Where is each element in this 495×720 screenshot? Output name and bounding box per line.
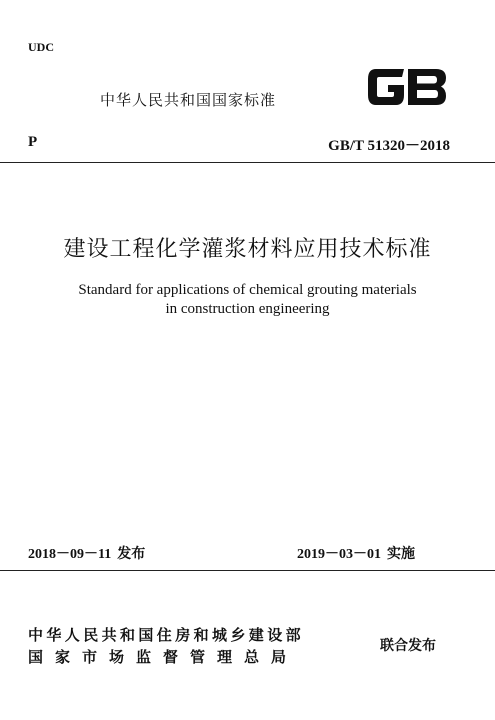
issue-label: 发布 [117,546,146,562]
issue-date: 2018－09－11 [28,547,112,562]
top-divider [0,162,495,163]
title-english-line2: in construction engineering [165,301,330,317]
title-chinese: 建设工程化学灌浆材料应用技术标准 [63,237,432,262]
implementation-date: 2019－03－01 [297,547,381,562]
joint-issue-label: 联合发布 [380,638,436,654]
gb-logo [366,61,448,113]
classification-code: P [28,134,38,150]
issue-date-block [28,543,145,563]
bottom-divider [0,570,495,571]
issuer-ministry: 中华人民共和国住房和城乡建设部 [28,626,305,644]
title-english-line1: Standard for applications of chemical grouting materials [78,282,417,298]
udc-label: UDC [28,40,54,54]
title-english [0,281,495,319]
national-standard-heading: 中华人民共和国国家标准 [100,91,277,109]
standard-number: GB/T 51320－2018 [328,138,450,154]
implementation-date-block [297,543,415,563]
implementation-label: 实施 [387,546,415,562]
issuer-administration: 国家市场监督管理总局 [28,648,299,666]
